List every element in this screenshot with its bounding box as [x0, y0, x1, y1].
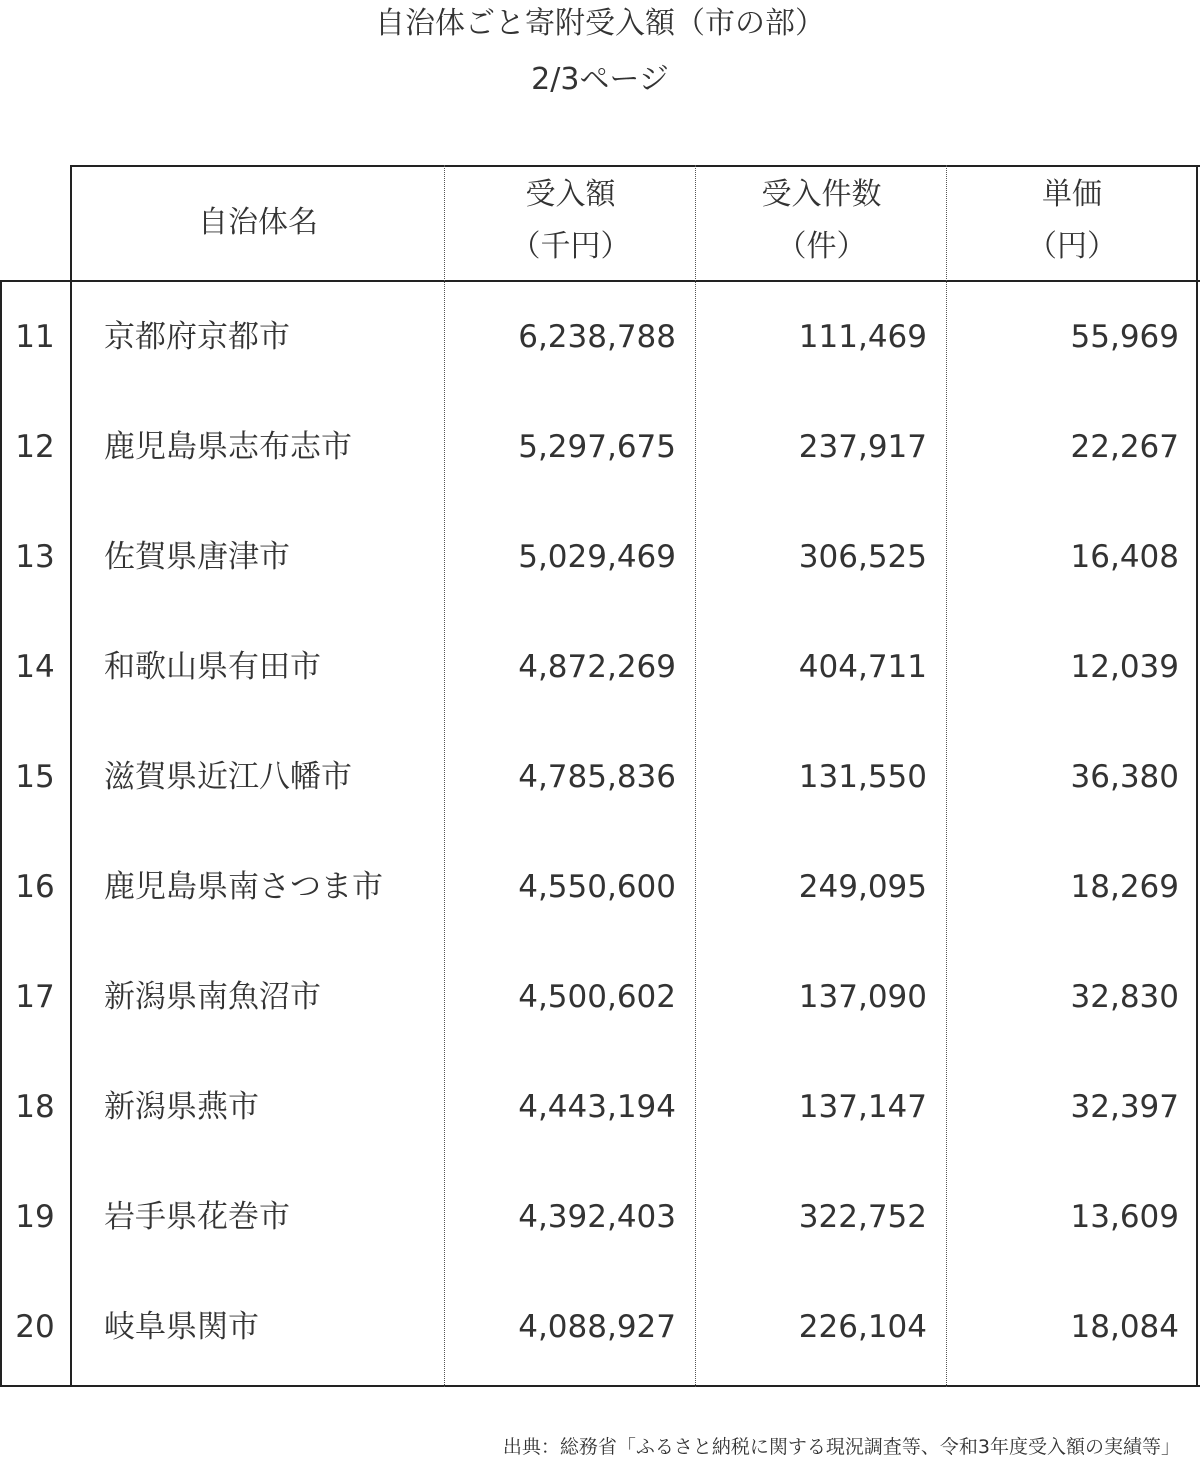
page-indicator: 2/3ページ [531, 62, 669, 97]
count-cell: 131,550 [798, 759, 927, 795]
municipality-cell: 鹿児島県志布志市 [104, 429, 352, 465]
unit-price-cell: 32,830 [1070, 979, 1179, 1015]
municipality-cell: 新潟県南魚沼市 [104, 979, 321, 1015]
header-unit-price [948, 165, 1196, 280]
table-row [0, 392, 1200, 502]
unit-price-cell: 16,408 [1070, 539, 1179, 575]
table-row [0, 282, 1200, 392]
municipality-cell: 新潟県燕市 [104, 1089, 259, 1125]
count-cell: 237,917 [798, 429, 927, 465]
header-amount-unit: （千円） [510, 229, 631, 264]
unit-price-cell: 22,267 [1070, 429, 1179, 465]
unit-price-cell: 12,039 [1070, 649, 1179, 685]
page-title: 自治体ごと寄附受入額（市の部） [375, 6, 825, 41]
count-cell: 249,095 [798, 869, 927, 905]
rank-cell: 20 [15, 1309, 55, 1345]
rank-cell: 18 [15, 1089, 55, 1125]
table-row [0, 1272, 1200, 1382]
count-cell: 322,752 [798, 1199, 927, 1235]
header-name-label: 自治体名 [198, 205, 318, 240]
rank-cell: 11 [15, 319, 55, 355]
unit-price-cell: 18,269 [1070, 869, 1179, 905]
municipality-cell: 京都府京都市 [104, 319, 290, 355]
table-row [0, 722, 1200, 832]
rank-cell: 13 [15, 539, 55, 575]
amount-cell: 4,500,602 [518, 979, 676, 1015]
amount-cell: 4,443,194 [518, 1089, 676, 1125]
header-count [697, 165, 946, 280]
rank-cell: 14 [15, 649, 55, 685]
unit-price-cell: 36,380 [1070, 759, 1179, 795]
table-row [0, 942, 1200, 1052]
table-row [0, 612, 1200, 722]
rank-cell: 15 [15, 759, 55, 795]
unit-price-cell: 32,397 [1070, 1089, 1179, 1125]
amount-cell: 4,392,403 [518, 1199, 676, 1235]
municipality-cell: 岐阜県関市 [104, 1309, 259, 1345]
header-count-unit: （件） [776, 229, 867, 264]
header-amount-label: 受入額 [525, 177, 616, 212]
count-cell: 226,104 [798, 1309, 927, 1345]
amount-cell: 4,088,927 [518, 1309, 676, 1345]
table-row [0, 1162, 1200, 1272]
rank-cell: 19 [15, 1199, 55, 1235]
rank-cell: 12 [15, 429, 55, 465]
count-cell: 137,147 [798, 1089, 927, 1125]
header-unit-price-unit: （円） [1027, 229, 1117, 264]
table-bottom-border [0, 1385, 1200, 1387]
unit-price-cell: 13,609 [1070, 1199, 1179, 1235]
count-cell: 137,090 [798, 979, 927, 1015]
header-count-label: 受入件数 [761, 177, 882, 212]
municipality-cell: 佐賀県唐津市 [104, 539, 290, 575]
count-cell: 306,525 [798, 539, 927, 575]
rank-cell: 17 [15, 979, 55, 1015]
rank-cell: 16 [15, 869, 55, 905]
amount-cell: 5,297,675 [518, 429, 676, 465]
table-row [0, 1052, 1200, 1162]
unit-price-cell: 55,969 [1070, 319, 1179, 355]
header-name [72, 165, 444, 280]
header-unit-price-label: 単価 [1042, 177, 1102, 212]
amount-cell: 6,238,788 [518, 319, 676, 355]
municipality-cell: 滋賀県近江八幡市 [104, 759, 352, 795]
count-cell: 404,711 [798, 649, 927, 685]
amount-cell: 4,785,836 [518, 759, 676, 795]
amount-cell: 4,550,600 [518, 869, 676, 905]
table-row [0, 502, 1200, 612]
amount-cell: 4,872,269 [518, 649, 676, 685]
header-amount [446, 165, 695, 280]
count-cell: 111,469 [798, 319, 927, 355]
municipality-cell: 鹿児島県南さつま市 [104, 869, 383, 905]
source-note: 出典：総務省「ふるさと納税に関する現況調査等、令和3年度受入額の実績等」 [502, 1436, 1180, 1458]
municipality-cell: 和歌山県有田市 [104, 649, 321, 685]
unit-price-cell: 18,084 [1070, 1309, 1179, 1345]
table-row [0, 832, 1200, 942]
municipality-cell: 岩手県花巻市 [104, 1199, 290, 1235]
amount-cell: 5,029,469 [518, 539, 676, 575]
